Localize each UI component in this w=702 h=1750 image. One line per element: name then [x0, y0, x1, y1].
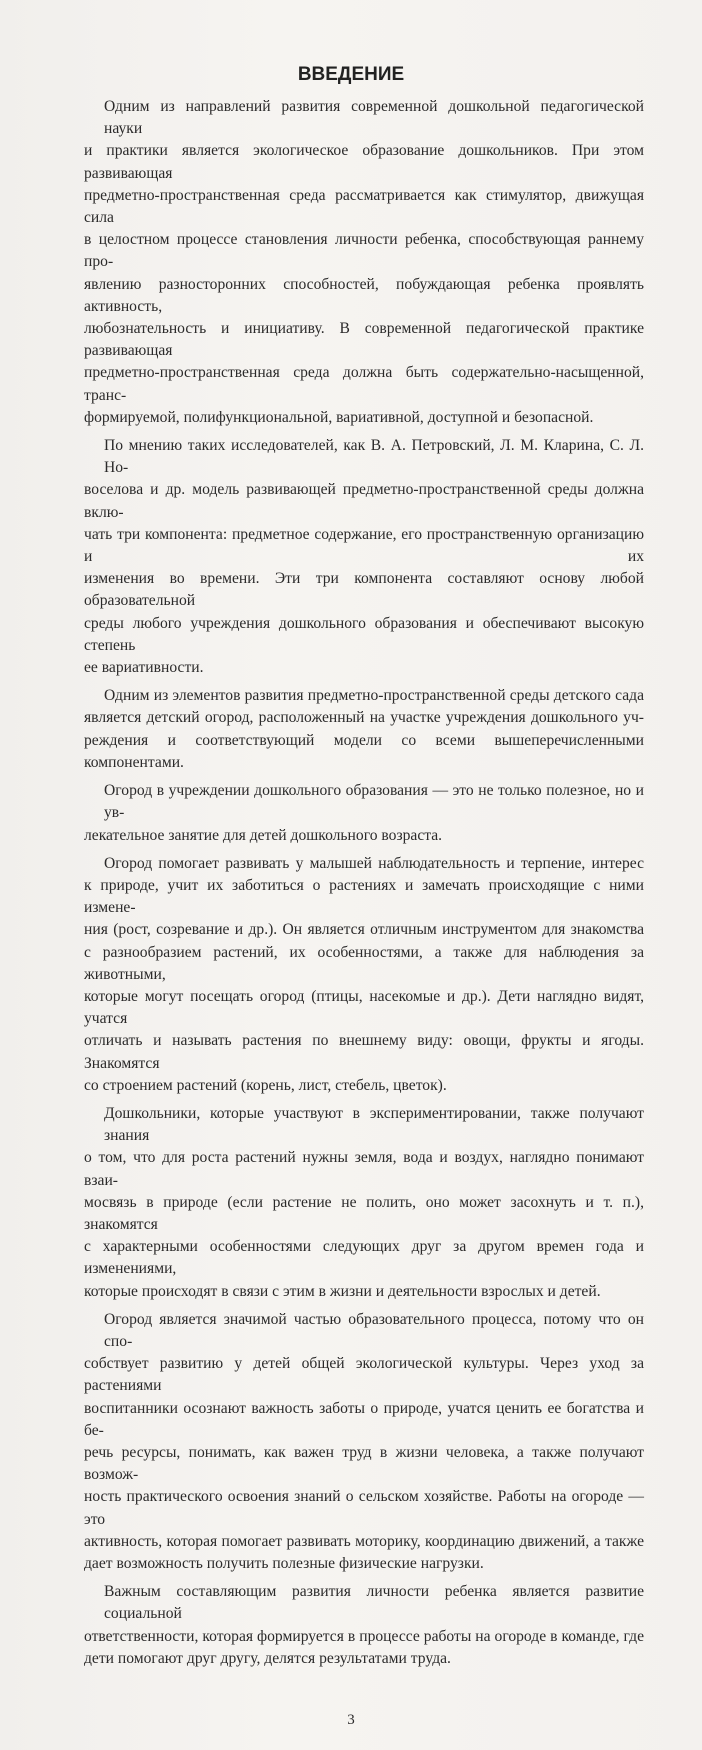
text-line: Дошкольники, которые участвуют в экспериментировании, также получают знания: [104, 1104, 644, 1145]
paragraph: [84, 1309, 644, 1575]
body-text: [84, 96, 644, 1670]
paragraph: [84, 435, 644, 679]
text-line: со строением растений (корень, лист, стебель, цветок).: [84, 1076, 447, 1094]
text-line: о том, что для роста растений нужны земля, вода и воздух, наглядно понимают взаи-: [84, 1149, 644, 1189]
page-title: ВВЕДЕНИЕ: [297, 64, 405, 85]
text-line: ность практического освоения знаний о сельском хозяйстве. Работы на огороде — это: [84, 1488, 644, 1528]
text-line: предметно-пространственная среда должна быть содержательно-насыщенной, транс-: [84, 364, 644, 404]
text-line: среды любого учреждения дошкольного образования и обеспечивают высокую степень: [84, 614, 644, 654]
paragraph: [84, 853, 644, 1097]
text-line: активность, которая помогает развивать моторику, координацию движений, а также: [84, 1532, 644, 1550]
text-line: воселова и др. модель развивающей предметно-пространственной среды должна вклю-: [84, 481, 644, 521]
text-line: ее вариативности.: [84, 659, 204, 677]
text-line: Одним из направлений развития современной дошкольной педагогической науки: [104, 98, 644, 138]
text-line: любознательность и инициативу. В современной педагогической практике развивающая: [84, 320, 644, 360]
text-line: Одним из элементов развития предметно-пространственной среды детского сада: [104, 687, 644, 705]
paragraph: [84, 96, 644, 429]
text-line: формируемой, полифункциональной, вариативной, доступной и безопасной.: [84, 408, 594, 426]
text-line: к природе, учит их заботиться о растениях и замечать происходящие с ними измене-: [84, 876, 644, 917]
paragraph: [84, 685, 644, 774]
text-line: чать три компонента: предметное содержание, его пространственную организацию и их: [84, 525, 644, 566]
text-line: ния (рост, созревание и др.). Он является отличным инструментом для знакомства: [84, 921, 644, 939]
text-line: По мнению таких исследователей, как В. А. Петровский, Л. М. Кларина, С. Л. Но-: [104, 437, 644, 477]
paragraph: [84, 1581, 644, 1670]
text-line: предметно-пространственная среда рассматривается как стимулятор, движущая сила: [84, 186, 644, 227]
text-line: Важным составляющим развития личности ребенка является развитие социальной: [104, 1583, 644, 1623]
text-line: дает возможность получить полезные физические нагрузки.: [84, 1555, 484, 1572]
text-line: явлению разносторонних способностей, побуждающая ребенка проявлять активность,: [84, 275, 644, 315]
text-line: ответственности, которая формируется в процессе работы на огороде в команде, где: [84, 1627, 644, 1645]
text-line: Огород является значимой частью образовательного процесса, потому что он спо-: [104, 1310, 644, 1350]
text-line: является детский огород, расположенный на участке учреждения дошкольного уч-: [84, 709, 644, 727]
text-line: речь ресурсы, понимать, как важен труд в жизни человека, а также получают возмож-: [84, 1443, 644, 1484]
paragraph: [84, 1103, 644, 1303]
text-line: и практики является экологическое образование дошкольников. При этом развивающая: [84, 142, 644, 182]
text-line: с характерными особенностями следующих друг за другом времен года и изменениями,: [84, 1238, 644, 1278]
text-line: изменения во времени. Эти три компонента составляют основу любой образовательной: [84, 570, 644, 610]
text-line: Огород в учреждении дошкольного образования — это не только полезное, но и ув-: [104, 782, 644, 822]
text-line: которые могут посещать огород (птицы, насекомые и др.). Дети наглядно видят, учатся: [84, 987, 644, 1028]
page-number: 3: [347, 1712, 355, 1729]
text-line: в целостном процессе становления личности ребенка, способствующая раннему про-: [84, 231, 644, 271]
text-line: дети помогают друг другу, делятся результатами труда.: [84, 1649, 451, 1667]
text-line: Огород помогает развивать у малышей наблюдательность и терпение, интерес: [104, 854, 644, 872]
text-line: лекательное занятие для детей дошкольного возраста.: [84, 826, 443, 844]
text-line: мосвязь в природе (если растение не полить, оно может засохнуть и т. п.), знакомятся: [84, 1193, 644, 1233]
text-line: реждения и соответствующий модели со всеми вышеперечисленными компонентами.: [84, 731, 644, 771]
text-line: воспитанники осознают важность заботы о природе, учатся ценить ее богатства и бе-: [84, 1399, 644, 1439]
text-line: которые происходят в связи с этим в жизни и деятельности взрослых и детей.: [84, 1282, 601, 1300]
text-line: отличать и называть растения по внешнему виду: овощи, фрукты и ягоды. Знакомятся: [84, 1032, 644, 1072]
text-line: собствует развитию у детей общей экологической культуры. Через уход за растениями: [84, 1355, 644, 1395]
text-line: с разнообразием растений, их особенностями, а также для наблюдения за животными,: [84, 943, 644, 983]
paragraph: [84, 780, 644, 847]
